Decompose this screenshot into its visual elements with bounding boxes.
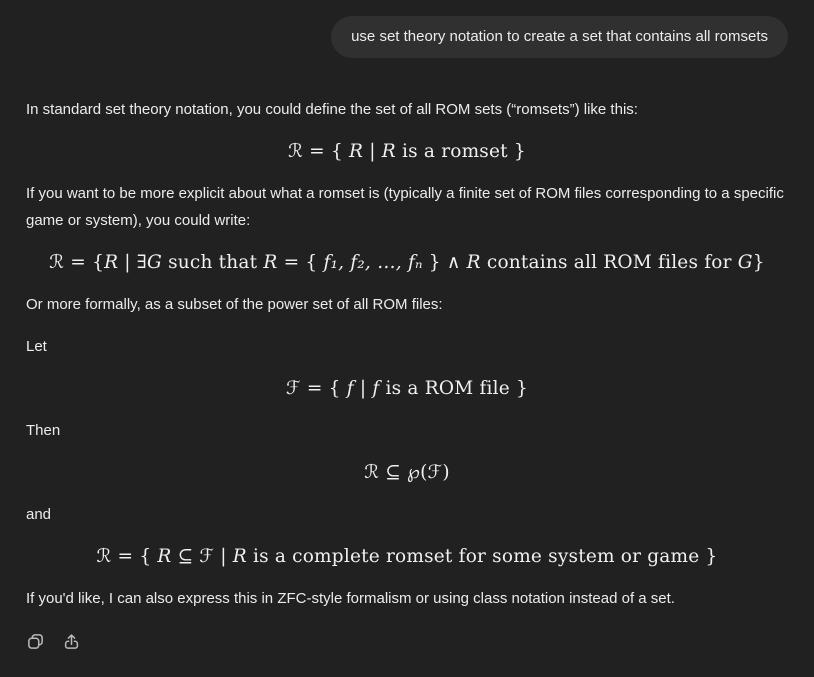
assistant-paragraph-formally: Or more formally, as a subset of the power set of all ROM files: — [26, 296, 443, 313]
assistant-response — [26, 96, 788, 612]
message-actions — [21, 627, 788, 655]
math-formula-complete-romset: ℛ = { R ⊆ ℱ | R is a complete romset for some system or game } — [96, 546, 718, 567]
share-icon — [62, 632, 81, 651]
math-formula-romset-set: ℛ = { R | R is a romset } — [288, 141, 526, 162]
user-message-row — [26, 16, 788, 58]
assistant-paragraph-let: Let — [26, 338, 47, 355]
assistant-paragraph-closing: If you'd like, I can also express this in ZFC-style formalism or using class notation instead of a set. — [26, 590, 675, 607]
assistant-paragraph-explicit: If you want to be more explicit about what a romset is (typically a finite set of ROM files corresponding to a specific game or system), you could write: — [26, 185, 784, 229]
assistant-paragraph-then: Then — [26, 422, 61, 439]
assistant-paragraph-intro: In standard set theory notation, you could define the set of all ROM sets (“romsets”) like this: — [26, 101, 638, 118]
user-message-bubble: use set theory notation to create a set that contains all romsets — [331, 16, 788, 58]
share-button[interactable] — [57, 627, 85, 655]
math-formula-powerset-subset: ℛ ⊆ ℘(ℱ) — [364, 462, 450, 483]
assistant-paragraph-and: and — [26, 506, 52, 523]
copy-icon — [26, 632, 45, 651]
math-formula-explicit-romset: ℛ = {R | ∃G such that R = { f₁, f₂, …, fₙ } ∧ R contains all ROM files for G} — [49, 252, 765, 273]
math-formula-rom-file-set: ℱ = { f | f is a ROM file } — [286, 378, 528, 399]
copy-button[interactable] — [21, 627, 49, 655]
